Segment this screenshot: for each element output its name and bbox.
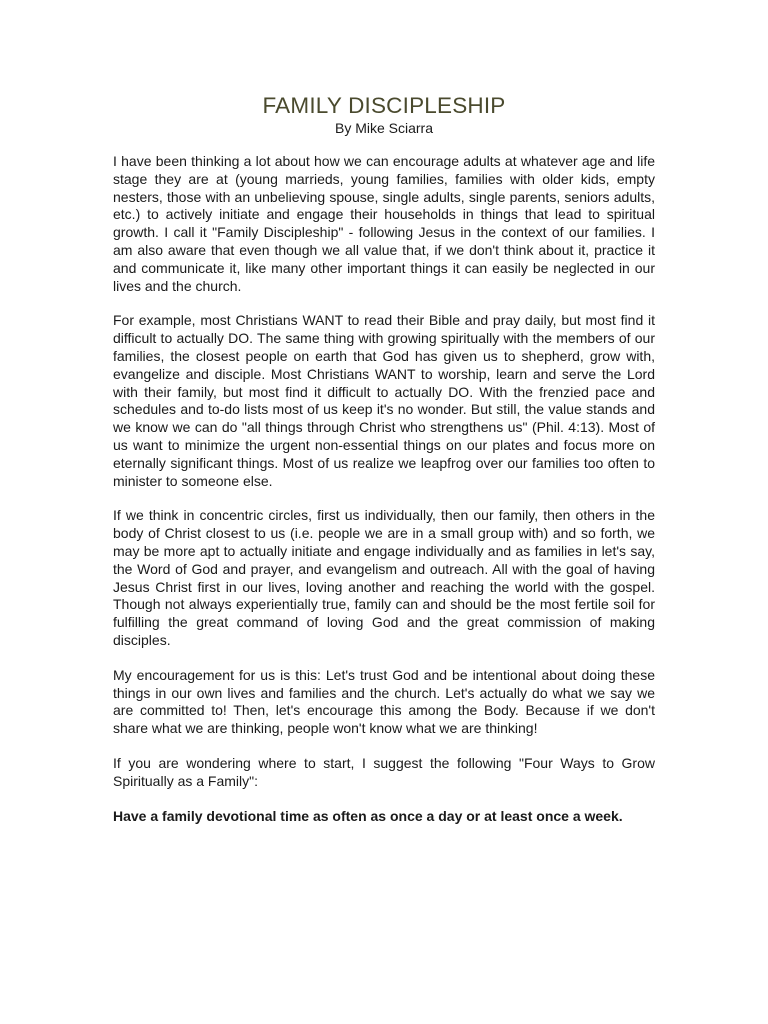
- document-byline: By Mike Sciarra: [334, 120, 434, 136]
- document-page: [113, 92, 655, 842]
- document-title: FAMILY DISCIPLESHIP: [262, 93, 506, 118]
- paragraph-intro: I have been thinking a lot about how we can encourage adults at whatever age and life stage they are at (young marrieds, young families, families with older kids, empty nesters, those with an unbelieving spouse, single adults, single parents, seniors adults, etc.) to actively initiate and engage their households in things that lead to spiritual growth. I call it "Family Discipleship" - following Jesus in the context of our families. I am also aware that even though we all value that, if we don't think about it, practice it and communicate it, like many other important things it can easily be neglected in our lives and the church.: [113, 153, 655, 294]
- paragraph-where-to-start: If you are wondering where to start, I suggest the following "Four Ways to Grow Spiritually as a Family":: [113, 754, 655, 789]
- paragraph-concentric-circles: If we think in concentric circles, first us individually, then our family, then others in the body of Christ closest to us (i.e. people we are in a small group with) and so forth, we may be more apt to actually initiate and engage individually and as families in let's say, the Word of God and prayer, and evangelism and outreach. All with the goal of having Jesus Christ first in our lives, loving another and reaching the world with the gospel. Though not always experientially true, family can and should be the most fertile soil for fulfilling the great command of loving God and the great commission of making disciples.: [113, 507, 655, 648]
- paragraph-example: For example, most Christians WANT to read their Bible and pray daily, but most find it difficult to actually DO. The same thing with growing spiritually with the members of our families, the closest people on earth that God has given us to shepherd, grow with, evangelize and disciple. Most Christians WANT to worship, learn and serve the Lord with their family, but most find it difficult to actually DO. With the frenzied pace and schedules and to-do lists most of us keep it's no wonder. But still, the value stands and we know we can do "all things through Christ who strengthens us" (Phil. 4:13). Most of us want to minimize the urgent non-essential things on our plates and focus more on eternally significant things. Most of us realize we leapfrog over our families too often to minister to someone else.: [113, 312, 655, 489]
- paragraph-family-devotional: Have a family devotional time as often as once a day or at least once a week.: [113, 807, 623, 824]
- paragraph-encouragement: My encouragement for us is this: Let's trust God and be intentional about doing these things in our own lives and families and the church. Let's actually do what we say we are committed to! Then, let's encourage this among the Body. Because if we don't share what we are thinking, people won't know what we are thinking!: [113, 666, 655, 737]
